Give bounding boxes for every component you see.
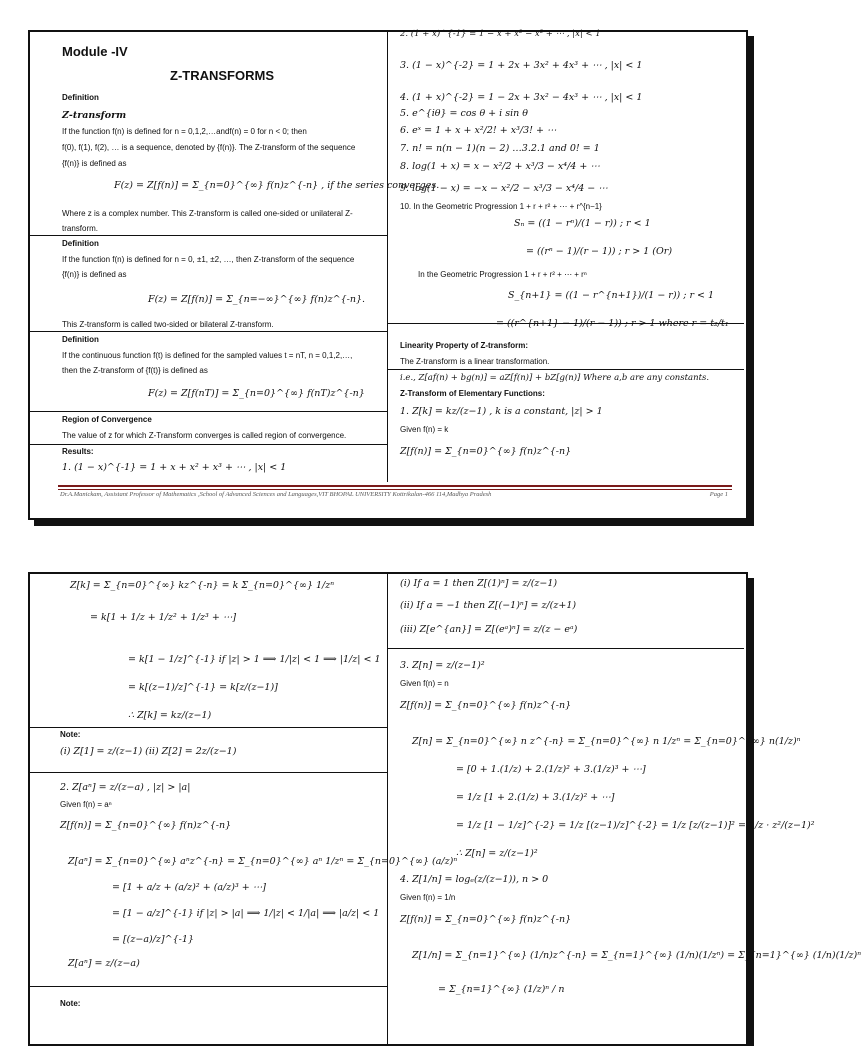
note-i: (i) If a = 1 then Z[(1)ⁿ] = z/(z−1) <box>400 578 558 589</box>
page-number: Page 1 <box>709 491 728 498</box>
zan-step-2: = [1 + a/z + (a/z)² + (a/z)³ + ⋯] <box>112 882 266 893</box>
definition-heading-3: Definition <box>62 335 99 344</box>
zk-result: ∴ Z[k] = kz/(z−1) <box>128 710 212 721</box>
result-6: 6. eˣ = 1 + x + x²/2! + x³/3! + ⋯ <box>400 125 557 136</box>
zan-given: Given f(n) = aⁿ <box>60 800 112 809</box>
right-column <box>388 29 744 518</box>
zk-step-4: = k[(z−1)/z]^{-1} = k[z/(z−1)] <box>128 682 278 693</box>
zan-step-3: = [1 − a/z]^{-1} if |z| > |a| ⟹ 1/|z| < 1/|a| ⟹ |a/z| < 1 <box>112 908 380 919</box>
page-footer: Dr.A.Manickam, Assistant Professor of Mathematics ,School of Advanced Sciences and Languages,VIT BHOPAL UNIVERSITY Kottrikalan-466 114,Madhya Pradesh <box>60 491 492 498</box>
def1-line3: {f(n)} is defined as <box>62 159 127 168</box>
note-heading: Note: <box>60 730 81 739</box>
zinv-given: Given f(n) = 1/n <box>400 893 456 902</box>
zk-step-2: = k[1 + 1/z + 1/z² + 1/z³ + ⋯] <box>90 612 237 623</box>
document-page-2 <box>28 572 861 1046</box>
linearity-equation: i.e., Z[af(n) + bg(n)] = aZ[f(n)] + bZ[g(n)] Where a,b are any constants. <box>400 373 710 383</box>
result-10: 10. In the Geometric Progression 1 + r + r² + ⋯ + r^{n−1} <box>400 202 602 211</box>
note-line: (i) Z[1] = z/(z−1) (ii) Z[2] = 2z/(z−1) <box>60 746 237 757</box>
zn-step-1: Z[n] = Σ_{n=0}^{∞} n z^{-n} = Σ_{n=0}^{∞} n 1/zⁿ = Σ_{n=0}^{∞} n(1/z)ⁿ <box>412 736 801 747</box>
zan-definition: Z[f(n)] = Σ_{n=0}^{∞} f(n)z^{-n} <box>60 820 232 831</box>
roc-heading: Region of Convergence <box>62 415 152 424</box>
zn-step-3: = 1/z [1 + 2.(1/z) + 3.(1/z)² + ⋯] <box>456 792 615 803</box>
def2-line1: If the function f(n) is defined for n = 0, ±1, ±2, …, then Z-transform of the sequence <box>62 255 355 264</box>
zinv-heading: 4. Z[1/n] = logₑ(z/(z−1)), n > 0 <box>400 874 549 885</box>
zan-result: Z[aⁿ] = z/(z−a) <box>68 958 140 969</box>
zn-step-2: = [0 + 1.(1/z) + 2.(1/z)² + 3.(1/z)³ + ⋯] <box>456 764 646 775</box>
def2-equation: F(z) = Z[f(n)] = Σ_{n=−∞}^{∞} f(n)z^{-n}. <box>148 294 366 305</box>
right-column-2 <box>388 574 861 1044</box>
zan-step-4: = [(z−a)/z]^{-1} <box>112 934 194 945</box>
gp-sum-1: Sₙ = ((1 − rⁿ)/(1 − r)) ; r < 1 <box>514 218 651 229</box>
def3-equation: F(z) = Z[f(nT)] = Σ_{n=0}^{∞} f(nT)z^{-n} <box>148 388 365 399</box>
def1-line4: Where z is a complex number. This Z-transform is called one-sided or unilateral Z- <box>62 209 353 218</box>
zk-step-3: = k[1 − 1/z]^{-1} if |z| > 1 ⟹ 1/|z| < 1 ⟹ |1/z| < 1 <box>128 654 381 665</box>
gp-line-2: In the Geometric Progression 1 + r + r² + ⋯ + rⁿ <box>418 270 587 279</box>
result-7: 7. n! = n(n − 1)(n − 2) …3.2.1 and 0! = 1 <box>400 143 600 154</box>
def3-line1: If the continuous function f(t) is defined for the sampled values t = nT, n = 0,1,2,…, <box>62 351 353 360</box>
zn-step-4: = 1/z [1 − 1/z]^{-2} = 1/z [(z−1)/z]^{-2} = 1/z [z/(z−1)]² = 1/z · z²/(z−1)² <box>456 820 815 831</box>
note-iii: (iii) Z[e^{an}] = Z[(eᵃ)ⁿ] = z/(z − eᵃ) <box>400 624 578 635</box>
elementary-1-equation: Z[f(n)] = Σ_{n=0}^{∞} f(n)z^{-n} <box>400 446 572 457</box>
def2-line3: This Z-transform is called two-sided or bilateral Z-transform. <box>62 320 274 329</box>
result-1: 1. (1 − x)^{-1} = 1 + x + x² + x³ + ⋯ , |x| < 1 <box>62 462 287 473</box>
elementary-heading: Z-Transform of Elementary Functions: <box>400 389 545 398</box>
zinv-step-1: Z[1/n] = Σ_{n=1}^{∞} (1/n)z^{-n} = Σ_{n=1}^{∞} (1/n)(1/zⁿ) = Σ_{n=1}^{∞} (1/n)(1/z)ⁿ <box>412 950 861 961</box>
gp-sum-3: S_{n+1} = ((1 − r^{n+1})/(1 − r)) ; r < 1 <box>508 290 715 301</box>
zn-definition: Z[f(n)] = Σ_{n=0}^{∞} f(n)z^{-n} <box>400 700 572 711</box>
linearity-heading: Linearity Property of Z-transform: <box>400 341 529 350</box>
gp-sum-4 <box>496 318 729 330</box>
elementary-1: 1. Z[k] = kz/(z−1) , k is a constant, |z| > 1 <box>400 406 603 417</box>
zn-result: ∴ Z[n] = z/(z−1)² <box>456 848 538 859</box>
zinv-step-2: = Σ_{n=1}^{∞} (1/z)ⁿ / n <box>438 984 565 995</box>
def1-line1: If the function f(n) is defined for n = 0,1,2,…andf(n) = 0 for n < 0; then <box>62 127 307 136</box>
result-5: 5. e^{iθ} = cos θ + i sin θ <box>400 108 528 119</box>
definition-heading: Definition <box>62 93 99 102</box>
ztransform-heading: Z-transform <box>62 110 127 121</box>
results-heading: Results: <box>62 447 94 456</box>
zan-heading: 2. Z[aⁿ] = z/(z−a) , |z| > |a| <box>60 782 191 793</box>
zan-step-1: Z[aⁿ] = Σ_{n=0}^{∞} aⁿz^{-n} = Σ_{n=0}^{∞} aⁿ 1/zⁿ = Σ_{n=0}^{∞} (a/z)ⁿ <box>68 856 458 867</box>
result-3: 3. (1 − x)^{-2} = 1 + 2x + 3x² + 4x³ + ⋯ , |x| < 1 <box>400 60 643 71</box>
def2-line2: {f(n)} is defined as <box>62 270 127 279</box>
def1-equation: F(z) = Z[f(n)] = Σ_{n=0}^{∞} f(n)z^{-n} , if the series converges. <box>114 180 440 191</box>
document-page-1 <box>28 30 748 520</box>
module-label: Module -IV <box>62 44 128 59</box>
def1-line5: transform. <box>62 224 99 233</box>
result-8: 8. log(1 + x) = x − x²/2 + x³/3 − x⁴/4 + ⋯ <box>400 161 600 172</box>
definition-heading-2: Definition <box>62 239 99 248</box>
def1-line2: f(0), f(1), f(2), … is a sequence, denoted by {f(n)}. The Z-transform of the sequence <box>62 143 356 152</box>
zk-step-1: Z[k] = Σ_{n=0}^{∞} kz^{-n} = k Σ_{n=0}^{∞} 1/zⁿ <box>70 580 335 591</box>
def3-line2: then the Z-transform of {f(t)} is defined as <box>62 366 208 375</box>
roc-text: The value of z for which Z-Transform converges is called region of convergence. <box>62 431 347 440</box>
zn-given: Given f(n) = n <box>400 679 449 688</box>
note-heading-2: Note: <box>60 999 81 1008</box>
result-9: 9. log(1 − x) = −x − x²/2 − x³/3 − x⁴/4 − ⋯ <box>400 183 608 194</box>
linearity-text: The Z-transform is a linear transformation. <box>400 357 550 366</box>
result-4: 4. (1 + x)^{-2} = 1 − 2x + 3x² − 4x³ + ⋯ , |x| < 1 <box>400 92 643 103</box>
zn-heading: 3. Z[n] = z/(z−1)² <box>400 660 485 671</box>
gp-sum-2: = ((rⁿ − 1)/(r − 1)) ; r > 1 (Or) <box>526 246 673 257</box>
zinv-definition: Z[f(n)] = Σ_{n=0}^{∞} f(n)z^{-n} <box>400 914 572 925</box>
page-title: Z-TRANSFORMS <box>170 68 274 83</box>
result-2: 2. (1 + x)^{-1} = 1 − x + x² − x³ + ⋯ , |x| < 1 <box>400 29 601 39</box>
note-ii: (ii) If a = −1 then Z[(−1)ⁿ] = z/(z+1) <box>400 600 577 611</box>
elementary-1-given: Given f(n) = k <box>400 425 449 434</box>
